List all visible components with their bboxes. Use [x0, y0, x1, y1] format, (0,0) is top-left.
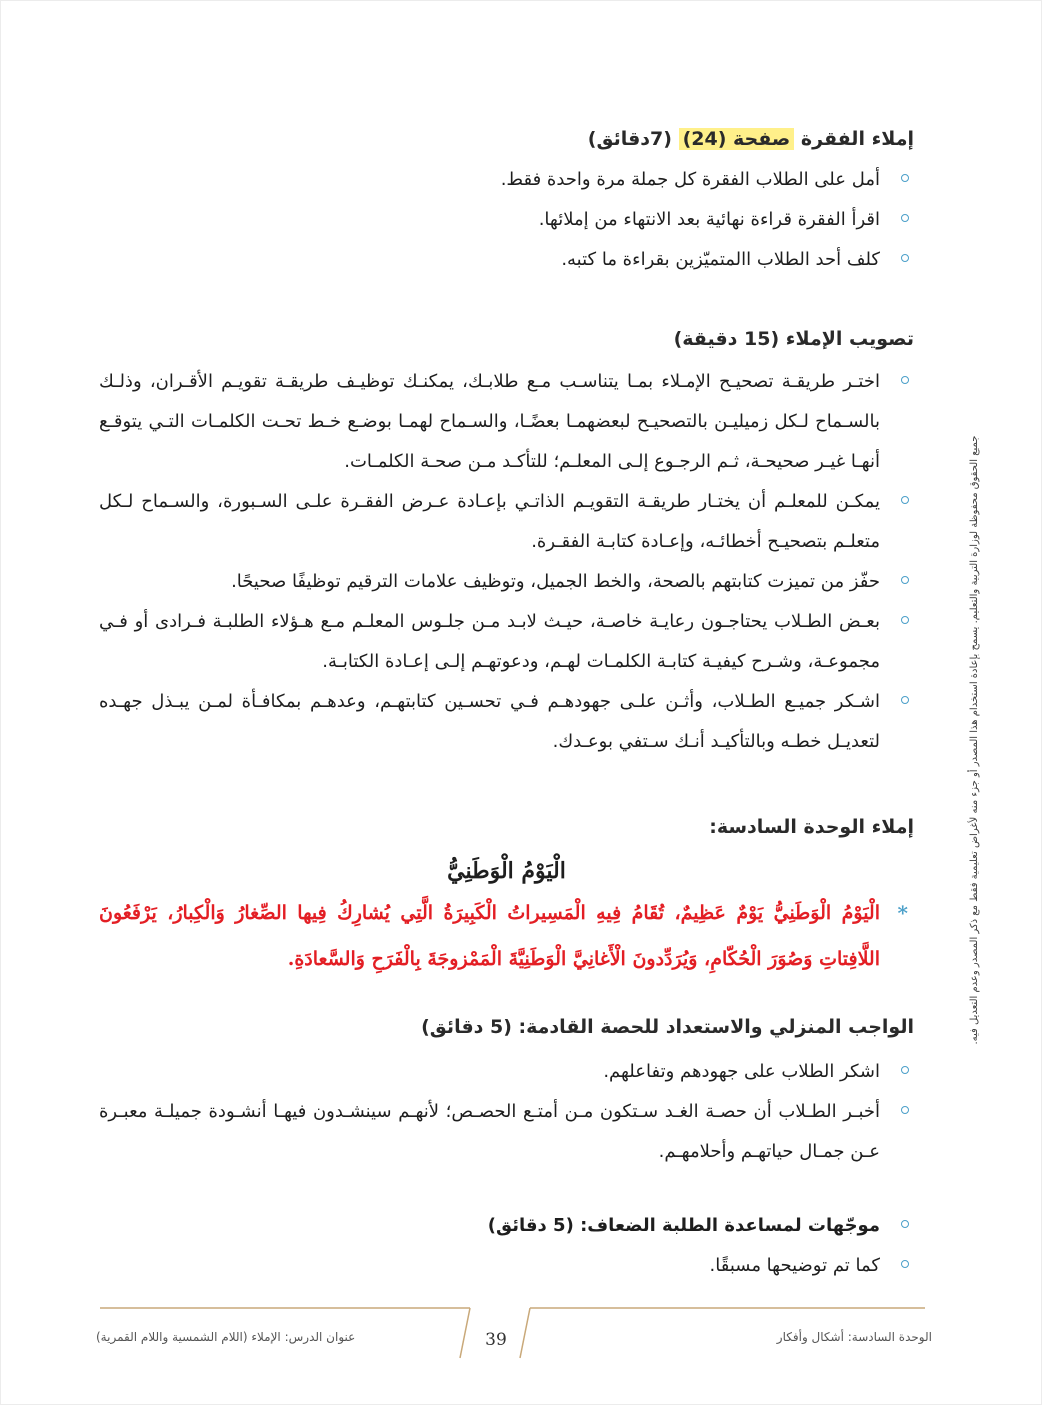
copyright-side-note: جميع الحقوق محفوظة لوزارة التربية والتعليم. يسمح بإعادة استخدام هذا المصدر أو جزء منه لأغراض تعليمية فقط مع ذكر المصدر وعدم التعديل فيه.	[969, 435, 980, 1045]
section-heading: تصويب الإملاء (15 دقيقة)	[673, 328, 914, 350]
footer-unit: الوحدة السادسة: أشكال وأفكار	[776, 1330, 932, 1344]
list-item: اقرأ الفقرة قراءة نهائية بعد الانتهاء من إملائها.	[99, 200, 914, 240]
list-item: كما تم توضيحها مسبقًا.	[99, 1246, 914, 1286]
section-heading: الواجب المنزلي والاستعداد للحصة القادمة: (5 دقائق)	[421, 1016, 914, 1038]
section-weak-students	[99, 1206, 914, 1286]
dictation-text: الْيَوْمُ الْوَطَنِيُّ يَوْمٌ عَظِيمٌ، تُقَامُ فِيهِ الْمَسِيراتُ الْكَبِيرَةُ الَّتِي يُشارِكُ فِيها الصِّغارُ وَالْكِبارُ، يَرْفَعُونَ اللَّافِتاتِ وَصُوَرَ الْحُكّامِ، وَيُرَدِّدونَ الْأَغانِيَّ الْوَطَنِيَّةَ الْمَمْزوجَةَ بِالْفَرَحِ وَالسَّعادَةِ.	[99, 902, 880, 970]
section-paragraph-dictation	[99, 124, 914, 280]
dictation-title: الْيَوْمُ الْوَطَنِيُّ	[447, 858, 566, 884]
instruction-list	[99, 1052, 914, 1172]
list-item: أمل على الطلاب الفقرة كل جملة مرة واحدة فقط.	[99, 160, 914, 200]
section-dictation-correction	[99, 324, 914, 762]
list-item: أخبـر الطـلاب أن حصـة الغـد سـتكون مـن أمتـع الحصـص؛ لأنهـم سينشـدون فيهـا أنشـودة جميلـة معبـرة عـن جمـال حياتهـم وأحلامهـم.	[99, 1092, 914, 1172]
instruction-list	[99, 1206, 914, 1286]
list-item: بعـض الطـلاب يحتاجـون رعايـة خاصـة، حيـث لابـد مـن جلـوس المعلـم مـع هـؤلاء الطلبـة فـرادى أو فـي مجموعـة، وشـرح كيفيـة كتابـة الكلمـات لهـم، ودعوتهـم إلـى إعـادة الكتابـة.	[99, 602, 914, 682]
list-item: اشـكر جميـع الطـلاب، وأثـن علـى جهودهـم فـي تحسـين كتابتهـم، وعدهـم بمكافـأة لمـن يبـذل جهـده لتعديـل خطـه وبالتأكيـد أنـك سـتفي بوعـدك.	[99, 682, 914, 762]
list-item: اختـر طريقـة تصحيـح الإمـلاء بمـا يتناسـب مـع طلابـك، يمكنـك توظيـف طريقـة تقويـم الأقـران، وذلـك بالسـماح لـكل زميليـن بالتصحيـح لبعضهمـا بعضًـا، والسـماح لهمـا بوضـع خـط تحـت الكلمـات التـي يتوقـع أنهـا غيـر صحيحـة، ثـم الرجـوع إلـى المعلـم؛ للتأكـد مـن صحـة الكلمـات.	[99, 362, 914, 482]
list-item: كلف أحد الطلاب االمتميّزين بقراءة ما كتبه.	[99, 240, 914, 280]
section-homework	[99, 1012, 914, 1172]
dictation-paragraph	[99, 890, 914, 982]
section-title: إملاء الفقرة	[800, 128, 914, 150]
footer-lesson: عنوان الدرس: الإملاء (اللام الشمسية واللام القمرية)	[96, 1330, 356, 1344]
instruction-list	[99, 160, 914, 280]
section-heading: إملاء الوحدة السادسة:	[709, 816, 914, 838]
list-item: اشكر الطلاب على جهودهم وتفاعلهم.	[99, 1052, 914, 1092]
list-item: يمكـن للمعلـم أن يختـار طريقـة التقويـم الذاتـي بإعـادة عـرض الفقـرة علـى السـبورة، والسـماح لـكل متعلـم بتصحيـح أخطائـه، وإعـادة كتابـة الفقـرة.	[99, 482, 914, 562]
section-heading	[99, 124, 914, 154]
section-unit-dictation	[99, 812, 914, 982]
star-bullet-icon: *	[897, 901, 908, 925]
list-item: موجّهات لمساعدة الطلبة الضعاف: (5 دقائق)	[99, 1206, 914, 1246]
page-reference: صفحة (24)	[679, 128, 795, 150]
instruction-list	[99, 362, 914, 762]
list-item: حفّز من تميزت كتابتهم بالصحة، والخط الجميل، وتوظيف علامات الترقيم توظيفًا صحيحًا.	[99, 562, 914, 602]
page-number: 39	[485, 1330, 507, 1350]
section-duration: (7دقائق)	[587, 128, 672, 150]
